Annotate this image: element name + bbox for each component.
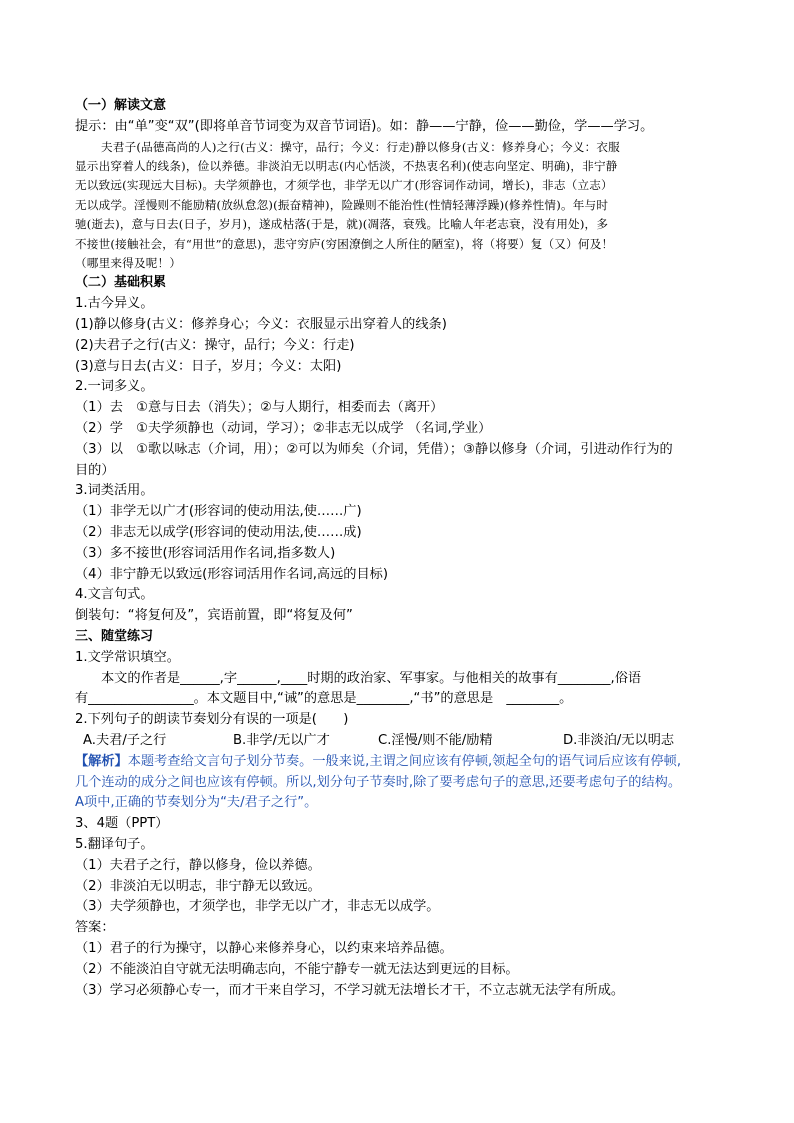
- list-item: (3)意与日去(古义：日子，岁月；今义：太阳): [75, 358, 342, 374]
- analysis-line: A项中,正确的节奏划分为“夫/君子之行”。: [75, 795, 318, 811]
- analysis-line: 几个连动的成分之间也应该有停顿。所以,划分句子节奏时,除了要考虑句子的意思,还要考虑句子的结构。: [75, 774, 682, 790]
- list-item: （4）非宁静无以致远(形容词活用作名词,高远的目标): [75, 566, 388, 582]
- annotated-passage: [75, 138, 725, 274]
- list-item: （2）学 ①夫学须静也（动词，学习）；②非志无以成学 （名词,学业）: [75, 421, 492, 437]
- passage-line: 不接世(接触社会，有“用世”的意思)，悲守穷庐(穷困潦倒之人所住的陋室)，将（将要）复（又）何及！: [75, 236, 614, 251]
- list-item: （1）去 ①意与日去（消失）；②与人期行，相委而去（离开）: [75, 400, 444, 416]
- section-heading-basics: （二）基础积累: [75, 275, 167, 291]
- analysis-text: 本题考查给文言句子划分节奏。一般来说,主谓之间应该有停顿,领起全句的语气词后应该有停顿,: [127, 753, 682, 769]
- question-title: 1.古今异义。: [75, 296, 154, 312]
- question-title: 3.词类活用。: [75, 483, 154, 499]
- list-item: 目的）: [75, 462, 115, 478]
- option-c: C.淫慢/则不能/励精: [378, 732, 493, 748]
- answer-item: （1）君子的行为操守，以静心来修养身心，以约束来培养品德。: [75, 940, 453, 956]
- answer-label: 答案：: [75, 920, 115, 936]
- option-a: A.夫君/子之行: [83, 732, 167, 748]
- list-item: （3）夫学须静也，才须学也，非学无以广才，非志无以成学。: [75, 899, 440, 915]
- analysis-line: [75, 752, 725, 773]
- passage-line: 无以成学。淫慢则不能励精(放纵怠忽)(振奋精神)，险躁则不能治性(性情轻薄浮躁)(修养性情)。年与时: [75, 197, 609, 212]
- answer-options: [75, 731, 725, 752]
- option-d: D.非淡泊/无以明志: [563, 732, 675, 748]
- document-page: [75, 96, 725, 1001]
- question-title: 2.下列句子的朗读节奏划分有误的一项是( ): [75, 712, 349, 728]
- passage-line: 夫君子(品德高尚的人)之行(古义：操守，品行；今义：行走)静以修身(古义：修养身心；今义：衣服: [101, 139, 620, 154]
- list-item: （1）夫君子之行，静以修身，俭以养德。: [75, 857, 321, 873]
- tip-line: 提示：由“单”变“双”(即将单音节词变为双音节词语)。如：静——宁静，俭——勤俭，学——学习。: [75, 118, 654, 134]
- fill-blank-line: 本文的作者是______,字______,____时期的政治家、军事家。与他相关的故事有________,俗语: [101, 670, 642, 686]
- question-title: 4.文言句式。: [75, 587, 154, 603]
- list-item: (1)静以修身(古义：修养身心；今义：衣服显示出穿着人的线条): [75, 317, 447, 333]
- list-item: （2）非淡泊无以明志，非宁静无以致远。: [75, 878, 321, 894]
- sentence-pattern-text: 倒装句：“将复何及”，宾语前置，即“将复及何”: [75, 608, 353, 624]
- list-item: （3）以 ①歌以咏志（介词，用）；②可以为师矣（介词，凭借）；③静以修身（介词，引进动作行为的: [75, 441, 673, 457]
- question-title: 1.文学常识填空。: [75, 649, 180, 665]
- passage-line: （哪里来得及呢！）: [75, 256, 182, 271]
- passage-line: 驰(逝去)，意与日去(日子，岁月)，遂成枯落(于是，就)(凋落，衰残。比喻人年老志衰，没有用处)，多: [75, 217, 609, 232]
- ppt-note: 3、4题（PPT）: [75, 816, 169, 832]
- section-heading-interpretation: （一）解读文意: [75, 98, 167, 113]
- answer-item: （3）学习必须静心专一，而才干来自学习，不学习就无法增长才干，不立志就无法学有所成。: [75, 982, 625, 998]
- analysis-tag: 【解析】: [75, 753, 128, 769]
- question-title: 5.翻译句子。: [75, 836, 154, 852]
- passage-line: 显示出穿着人的线条)，俭以养德。非淡泊无以明志(内心恬淡，不热衷名利)(使志向坚定、明确)，非宁静: [75, 159, 618, 173]
- fill-blank-line: 有________________。本文题目中,“诫”的意思是________,“书”的意思是 ________。: [75, 691, 573, 707]
- list-item: （3）多不接世(形容词活用作名词,指多数人): [75, 545, 336, 561]
- answer-item: （2）不能淡泊自守就无法明确志向，不能宁静专一就无法达到更远的目标。: [75, 961, 519, 977]
- list-item: （1）非学无以广才(形容词的使动用法,使……广): [75, 504, 362, 520]
- option-b: B.非学/无以广才: [233, 732, 330, 748]
- question-title: 2.一词多义。: [75, 379, 154, 395]
- list-item: (2)夫君子之行(古义：操守，品行；今义：行走): [75, 337, 355, 353]
- passage-line: 无以致远(实现远大目标)。夫学须静也，才须学也，非学无以广才(形容词作动词，增长)，非志（立志）: [75, 178, 613, 193]
- section-heading-practice: 三、随堂练习: [75, 628, 154, 644]
- list-item: （2）非志无以成学(形容词的使动用法,使……成): [75, 525, 362, 540]
